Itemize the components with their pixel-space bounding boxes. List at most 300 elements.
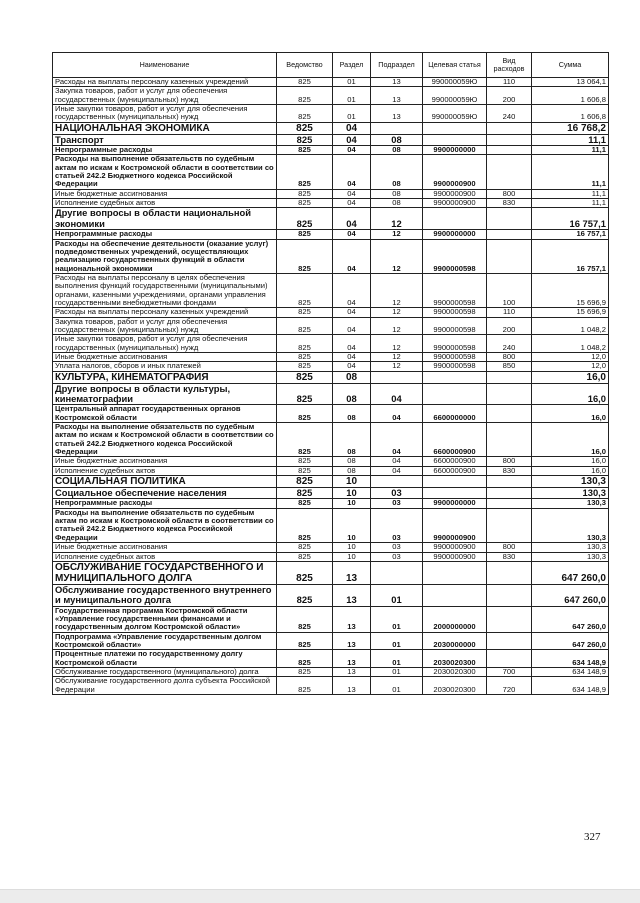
cell-razdel: 10 (333, 543, 371, 552)
cell-vid-raskhodov: 240 (487, 105, 532, 123)
cell-vid-raskhodov (487, 499, 532, 508)
cell-razdel: 13 (333, 561, 371, 584)
cell-celevaya-statya: 9900000598 (423, 362, 487, 371)
cell-summa: 11,1 (532, 134, 609, 145)
cell-name: Подпрограмма «Управление государственным долгом Костромской области» (53, 632, 277, 650)
cell-vedomstvo: 825 (277, 308, 333, 317)
cell-vid-raskhodov: 240 (487, 335, 532, 353)
cell-podrazdel: 04 (371, 457, 423, 466)
cell-vid-raskhodov: 110 (487, 308, 532, 317)
cell-razdel: 04 (333, 189, 371, 198)
cell-celevaya-statya: 6600000900 (423, 466, 487, 475)
cell-razdel: 04 (333, 362, 371, 371)
cell-celevaya-statya: 9900000900 (423, 155, 487, 189)
cell-razdel: 04 (333, 134, 371, 145)
cell-summa: 13 064,1 (532, 78, 609, 87)
table-row (53, 199, 609, 208)
table-row (53, 146, 609, 155)
cell-name: Закупка товаров, работ и услуг для обеспечения государственных (муниципальных) нужд (53, 87, 277, 105)
cell-name: Государственная программа Костромской области «Управление государственными финансами и государственным долгом Костромской области» (53, 606, 277, 632)
table-row (53, 122, 609, 134)
table-row (53, 476, 609, 488)
table-row (53, 650, 609, 668)
cell-razdel: 08 (333, 405, 371, 423)
cell-summa: 12,0 (532, 352, 609, 361)
cell-celevaya-statya: 9900000598 (423, 352, 487, 361)
cell-podrazdel: 01 (371, 606, 423, 632)
cell-summa: 130,3 (532, 552, 609, 561)
cell-name: Иные закупки товаров, работ и услуг для обеспечения государственных (муниципальных) нужд (53, 105, 277, 123)
table-row (53, 508, 609, 542)
cell-summa: 647 260,0 (532, 606, 609, 632)
cell-vedomstvo: 825 (277, 677, 333, 695)
table-row (53, 189, 609, 198)
cell-name: Иные бюджетные ассигнования (53, 189, 277, 198)
cell-vedomstvo: 825 (277, 371, 333, 383)
header-razdel: Раздел (333, 53, 371, 78)
cell-vid-raskhodov: 800 (487, 352, 532, 361)
cell-name: Обслуживание государственного внутреннего и муниципального долга (53, 584, 277, 606)
cell-celevaya-statya (423, 383, 487, 405)
cell-summa: 634 148,9 (532, 650, 609, 668)
table-row (53, 457, 609, 466)
cell-summa: 647 260,0 (532, 632, 609, 650)
cell-razdel: 04 (333, 308, 371, 317)
cell-name: Расходы на выплаты персоналу в целях обеспечения выполнения функций государственными (муниципальными) органами, казенными учреждениями, органами управления государственными внебюджетными фондами (53, 273, 277, 307)
cell-podrazdel: 08 (371, 155, 423, 189)
cell-celevaya-statya (423, 584, 487, 606)
cell-summa: 1 606,8 (532, 87, 609, 105)
cell-vedomstvo: 825 (277, 208, 333, 230)
cell-podrazdel: 04 (371, 383, 423, 405)
cell-vid-raskhodov (487, 230, 532, 239)
cell-celevaya-statya: 2030020300 (423, 677, 487, 695)
cell-vid-raskhodov (487, 383, 532, 405)
table-row (53, 383, 609, 405)
cell-name: Центральный аппарат государственных органов Костромской области (53, 405, 277, 423)
table-row (53, 667, 609, 676)
cell-vedomstvo: 825 (277, 650, 333, 668)
cell-vid-raskhodov (487, 606, 532, 632)
cell-vid-raskhodov (487, 155, 532, 189)
cell-celevaya-statya: 2030020300 (423, 667, 487, 676)
table-row (53, 466, 609, 475)
cell-vid-raskhodov (487, 584, 532, 606)
page-number: 327 (584, 831, 601, 843)
cell-razdel: 08 (333, 466, 371, 475)
cell-vid-raskhodov (487, 476, 532, 488)
cell-vid-raskhodov: 800 (487, 457, 532, 466)
cell-summa: 647 260,0 (532, 584, 609, 606)
header-podrazdel: Подраздел (371, 53, 423, 78)
cell-vid-raskhodov (487, 239, 532, 273)
cell-vedomstvo: 825 (277, 543, 333, 552)
cell-vedomstvo: 825 (277, 561, 333, 584)
cell-vedomstvo: 825 (277, 476, 333, 488)
cell-name: Социальное обеспечение населения (53, 488, 277, 499)
cell-razdel: 04 (333, 230, 371, 239)
cell-celevaya-statya: 6600000900 (423, 423, 487, 457)
cell-vedomstvo: 825 (277, 632, 333, 650)
cell-podrazdel: 12 (371, 208, 423, 230)
cell-celevaya-statya (423, 476, 487, 488)
cell-celevaya-statya (423, 371, 487, 383)
cell-podrazdel: 12 (371, 308, 423, 317)
cell-vedomstvo: 825 (277, 134, 333, 145)
cell-name: Другие вопросы в области национальной экономики (53, 208, 277, 230)
cell-vid-raskhodov: 830 (487, 466, 532, 475)
table-row (53, 239, 609, 273)
cell-vedomstvo: 825 (277, 667, 333, 676)
cell-podrazdel: 08 (371, 199, 423, 208)
cell-razdel: 10 (333, 508, 371, 542)
cell-podrazdel (371, 476, 423, 488)
cell-summa: 16 768,2 (532, 122, 609, 134)
cell-vedomstvo: 825 (277, 606, 333, 632)
cell-podrazdel: 08 (371, 146, 423, 155)
cell-summa: 16,0 (532, 423, 609, 457)
cell-vid-raskhodov: 720 (487, 677, 532, 695)
table-row (53, 105, 609, 123)
cell-vid-raskhodov: 700 (487, 667, 532, 676)
cell-summa: 1 048,2 (532, 335, 609, 353)
cell-name: Расходы на выплаты персоналу казенных учреждений (53, 78, 277, 87)
cell-summa: 647 260,0 (532, 561, 609, 584)
cell-name: Исполнение судебных актов (53, 466, 277, 475)
cell-name: Непрограммные расходы (53, 146, 277, 155)
table-row (53, 584, 609, 606)
cell-vedomstvo: 825 (277, 146, 333, 155)
cell-name: Иные закупки товаров, работ и услуг для обеспечения государственных (муниципальных) нужд (53, 335, 277, 353)
cell-vid-raskhodov: 830 (487, 199, 532, 208)
cell-name: Транспорт (53, 134, 277, 145)
cell-podrazdel: 04 (371, 423, 423, 457)
cell-celevaya-statya: 9900000900 (423, 508, 487, 542)
cell-celevaya-statya: 9900000900 (423, 199, 487, 208)
cell-celevaya-statya: 6600000000 (423, 405, 487, 423)
cell-summa: 11,1 (532, 155, 609, 189)
cell-podrazdel: 04 (371, 466, 423, 475)
table-row (53, 488, 609, 499)
cell-name: Расходы на выплаты персоналу казенных учреждений (53, 308, 277, 317)
cell-vedomstvo: 825 (277, 122, 333, 134)
cell-name: Исполнение судебных актов (53, 199, 277, 208)
table-row (53, 87, 609, 105)
cell-podrazdel: 01 (371, 667, 423, 676)
cell-razdel: 13 (333, 667, 371, 676)
header-name: Наименование (53, 53, 277, 78)
cell-podrazdel (371, 371, 423, 383)
scan-bottom-edge (0, 889, 640, 903)
cell-podrazdel: 03 (371, 552, 423, 561)
cell-vedomstvo: 825 (277, 230, 333, 239)
cell-razdel: 04 (333, 208, 371, 230)
cell-vedomstvo: 825 (277, 105, 333, 123)
cell-podrazdel: 03 (371, 488, 423, 499)
cell-podrazdel (371, 122, 423, 134)
cell-vedomstvo: 825 (277, 155, 333, 189)
cell-celevaya-statya: 990000059Ю (423, 78, 487, 87)
cell-vid-raskhodov: 800 (487, 543, 532, 552)
cell-name: Непрограммные расходы (53, 499, 277, 508)
table-row (53, 78, 609, 87)
cell-razdel: 10 (333, 476, 371, 488)
cell-podrazdel: 12 (371, 230, 423, 239)
cell-vedomstvo: 825 (277, 405, 333, 423)
cell-celevaya-statya: 9900000000 (423, 146, 487, 155)
cell-summa: 130,3 (532, 499, 609, 508)
cell-podrazdel: 12 (371, 317, 423, 335)
cell-summa: 1 048,2 (532, 317, 609, 335)
cell-celevaya-statya: 2000000000 (423, 606, 487, 632)
cell-vid-raskhodov (487, 632, 532, 650)
cell-razdel: 13 (333, 632, 371, 650)
cell-name: Другие вопросы в области культуры, кинематографии (53, 383, 277, 405)
cell-vedomstvo: 825 (277, 335, 333, 353)
cell-name: Расходы на выполнение обязательств по судебным актам по искам к Костромской области в соответствии со статьей 242.2 Бюджетного кодекса Российской Федерации (53, 508, 277, 542)
table-row (53, 230, 609, 239)
cell-vedomstvo: 825 (277, 466, 333, 475)
cell-summa: 634 148,9 (532, 667, 609, 676)
cell-podrazdel: 12 (371, 273, 423, 307)
cell-podrazdel: 12 (371, 335, 423, 353)
cell-vedomstvo: 825 (277, 199, 333, 208)
cell-name: КУЛЬТУРА, КИНЕМАТОГРАФИЯ (53, 371, 277, 383)
cell-name: Иные бюджетные ассигнования (53, 457, 277, 466)
cell-vedomstvo: 825 (277, 488, 333, 499)
cell-razdel: 01 (333, 78, 371, 87)
cell-razdel: 08 (333, 457, 371, 466)
cell-summa: 15 696,9 (532, 308, 609, 317)
table-row (53, 499, 609, 508)
cell-vid-raskhodov (487, 508, 532, 542)
cell-vedomstvo: 825 (277, 423, 333, 457)
cell-celevaya-statya: 9900000598 (423, 317, 487, 335)
cell-podrazdel: 12 (371, 352, 423, 361)
cell-name: ОБСЛУЖИВАНИЕ ГОСУДАРСТВЕННОГО И МУНИЦИПАЛЬНОГО ДОЛГА (53, 561, 277, 584)
cell-name: Обслуживание государственного (муниципального) долга (53, 667, 277, 676)
header-row (53, 53, 609, 78)
cell-celevaya-statya: 990000059Ю (423, 105, 487, 123)
cell-celevaya-statya: 9900000598 (423, 308, 487, 317)
cell-vedomstvo: 825 (277, 317, 333, 335)
cell-podrazdel: 08 (371, 189, 423, 198)
cell-name: Процентные платежи по государственному долгу Костромской области (53, 650, 277, 668)
cell-podrazdel: 03 (371, 508, 423, 542)
table-body (53, 78, 609, 695)
table-row (53, 317, 609, 335)
cell-vedomstvo: 825 (277, 273, 333, 307)
cell-razdel: 04 (333, 317, 371, 335)
table-row (53, 552, 609, 561)
cell-razdel: 01 (333, 105, 371, 123)
cell-celevaya-statya: 2030020300 (423, 650, 487, 668)
cell-summa: 16,0 (532, 466, 609, 475)
cell-podrazdel: 08 (371, 134, 423, 145)
cell-vid-raskhodov (487, 423, 532, 457)
cell-summa: 130,3 (532, 543, 609, 552)
cell-summa: 1 606,8 (532, 105, 609, 123)
cell-vedomstvo: 825 (277, 584, 333, 606)
cell-vid-raskhodov (487, 371, 532, 383)
cell-summa: 15 696,9 (532, 273, 609, 307)
cell-celevaya-statya: 9900000598 (423, 239, 487, 273)
cell-summa: 11,1 (532, 189, 609, 198)
table-row (53, 308, 609, 317)
header-celevaya-statya: Целевая статья (423, 53, 487, 78)
cell-vid-raskhodov: 830 (487, 552, 532, 561)
cell-summa: 16,0 (532, 405, 609, 423)
table-row (53, 561, 609, 584)
cell-vid-raskhodov (487, 650, 532, 668)
cell-celevaya-statya: 9900000900 (423, 552, 487, 561)
cell-podrazdel (371, 561, 423, 584)
cell-podrazdel: 13 (371, 87, 423, 105)
cell-celevaya-statya: 9900000900 (423, 543, 487, 552)
cell-summa: 130,3 (532, 476, 609, 488)
cell-vedomstvo: 825 (277, 499, 333, 508)
table-row (53, 134, 609, 145)
cell-summa: 16 757,1 (532, 208, 609, 230)
cell-celevaya-statya: 9900000000 (423, 499, 487, 508)
cell-razdel: 10 (333, 499, 371, 508)
cell-vedomstvo: 825 (277, 552, 333, 561)
table-row (53, 405, 609, 423)
cell-name: Расходы на выполнение обязательств по судебным актам по искам к Костромской области в соответствии со статьей 242.2 Бюджетного кодекса Российской Федерации (53, 423, 277, 457)
table-row (53, 677, 609, 695)
cell-name: НАЦИОНАЛЬНАЯ ЭКОНОМИКА (53, 122, 277, 134)
cell-celevaya-statya (423, 134, 487, 145)
cell-vedomstvo: 825 (277, 87, 333, 105)
table-row (53, 632, 609, 650)
cell-vid-raskhodov: 200 (487, 317, 532, 335)
cell-name: СОЦИАЛЬНАЯ ПОЛИТИКА (53, 476, 277, 488)
table-row (53, 352, 609, 361)
cell-name: Закупка товаров, работ и услуг для обеспечения государственных (муниципальных) нужд (53, 317, 277, 335)
cell-celevaya-statya: 9900000598 (423, 335, 487, 353)
cell-vid-raskhodov (487, 208, 532, 230)
cell-name: Уплата налогов, сборов и иных платежей (53, 362, 277, 371)
cell-razdel: 04 (333, 146, 371, 155)
cell-name: Обслуживание государственного долга субъекта Российской Федерации (53, 677, 277, 695)
cell-vid-raskhodov: 850 (487, 362, 532, 371)
cell-vid-raskhodov (487, 405, 532, 423)
cell-podrazdel: 01 (371, 677, 423, 695)
cell-summa: 16 757,1 (532, 239, 609, 273)
cell-summa: 16,0 (532, 383, 609, 405)
cell-vedomstvo: 825 (277, 457, 333, 466)
cell-razdel: 08 (333, 423, 371, 457)
cell-summa: 11,1 (532, 199, 609, 208)
cell-razdel: 10 (333, 552, 371, 561)
cell-podrazdel: 04 (371, 405, 423, 423)
cell-vedomstvo: 825 (277, 508, 333, 542)
cell-vid-raskhodov (487, 488, 532, 499)
header-vid-raskhodov: Вид расходов (487, 53, 532, 78)
cell-celevaya-statya: 6600000900 (423, 457, 487, 466)
cell-vid-raskhodov: 200 (487, 87, 532, 105)
table-row (53, 208, 609, 230)
cell-podrazdel: 01 (371, 584, 423, 606)
cell-summa: 634 148,9 (532, 677, 609, 695)
table-row (53, 606, 609, 632)
cell-podrazdel: 01 (371, 632, 423, 650)
cell-summa: 16 757,1 (532, 230, 609, 239)
cell-vedomstvo: 825 (277, 189, 333, 198)
cell-razdel: 04 (333, 122, 371, 134)
cell-razdel: 13 (333, 606, 371, 632)
cell-name: Расходы на обеспечение деятельности (оказание услуг) подведомственных учреждений, осуществляющих реализацию государственных функций в области национальной экономики (53, 239, 277, 273)
cell-name: Иные бюджетные ассигнования (53, 543, 277, 552)
cell-razdel: 04 (333, 273, 371, 307)
cell-summa: 11,1 (532, 146, 609, 155)
header-summa: Сумма (532, 53, 609, 78)
cell-vid-raskhodov: 100 (487, 273, 532, 307)
cell-vid-raskhodov: 800 (487, 189, 532, 198)
cell-vid-raskhodov (487, 122, 532, 134)
cell-podrazdel: 03 (371, 499, 423, 508)
cell-razdel: 04 (333, 239, 371, 273)
cell-summa: 16,0 (532, 371, 609, 383)
cell-vid-raskhodov: 110 (487, 78, 532, 87)
cell-vedomstvo: 825 (277, 78, 333, 87)
cell-name: Иные бюджетные ассигнования (53, 352, 277, 361)
cell-podrazdel: 01 (371, 650, 423, 668)
cell-celevaya-statya: 9900000598 (423, 273, 487, 307)
cell-vedomstvo: 825 (277, 362, 333, 371)
cell-razdel: 10 (333, 488, 371, 499)
cell-summa: 12,0 (532, 362, 609, 371)
cell-razdel: 04 (333, 335, 371, 353)
header-vedomstvo: Ведомство (277, 53, 333, 78)
cell-vedomstvo: 825 (277, 352, 333, 361)
table-header (53, 53, 609, 78)
cell-celevaya-statya (423, 208, 487, 230)
cell-razdel: 01 (333, 87, 371, 105)
table-row (53, 362, 609, 371)
cell-celevaya-statya: 990000059Ю (423, 87, 487, 105)
cell-celevaya-statya (423, 488, 487, 499)
cell-razdel: 04 (333, 199, 371, 208)
cell-celevaya-statya (423, 561, 487, 584)
cell-vedomstvo: 825 (277, 239, 333, 273)
cell-razdel: 13 (333, 650, 371, 668)
cell-razdel: 08 (333, 383, 371, 405)
cell-razdel: 13 (333, 584, 371, 606)
table-row (53, 155, 609, 189)
cell-podrazdel: 13 (371, 105, 423, 123)
table-row (53, 423, 609, 457)
cell-razdel: 08 (333, 371, 371, 383)
cell-name: Непрограммные расходы (53, 230, 277, 239)
cell-vid-raskhodov (487, 561, 532, 584)
cell-celevaya-statya: 9900000900 (423, 189, 487, 198)
cell-summa: 130,3 (532, 488, 609, 499)
cell-celevaya-statya: 2030000000 (423, 632, 487, 650)
budget-table (52, 52, 609, 695)
cell-razdel: 13 (333, 677, 371, 695)
cell-podrazdel: 13 (371, 78, 423, 87)
cell-podrazdel: 12 (371, 362, 423, 371)
table-row (53, 371, 609, 383)
table-row (53, 273, 609, 307)
cell-vid-raskhodov (487, 134, 532, 145)
cell-name: Исполнение судебных актов (53, 552, 277, 561)
cell-razdel: 04 (333, 352, 371, 361)
cell-celevaya-statya: 9900000000 (423, 230, 487, 239)
cell-vid-raskhodov (487, 146, 532, 155)
cell-summa: 130,3 (532, 508, 609, 542)
